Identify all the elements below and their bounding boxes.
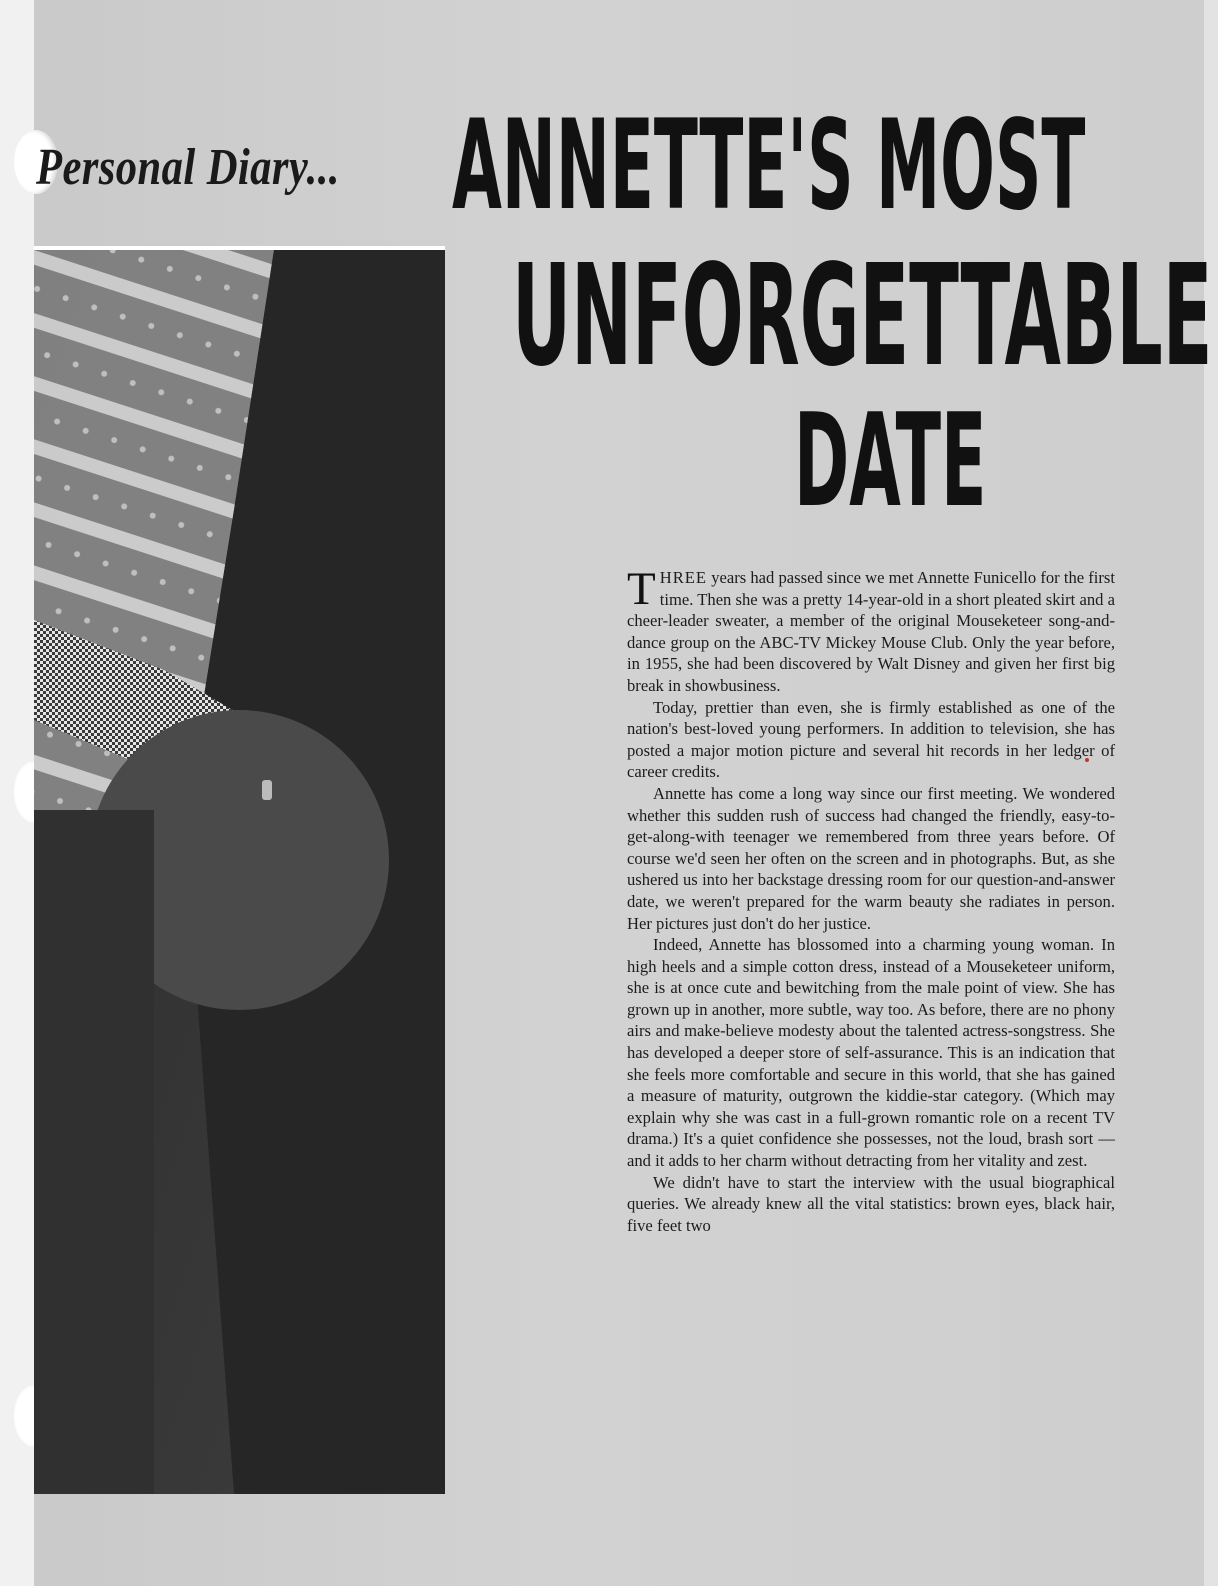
article-photo xyxy=(34,246,445,1494)
photo-illustration xyxy=(34,250,445,1494)
article-paragraph: We didn't have to start the interview with the usual biographical queries. We already knew all the vital statistics: brown eyes, black hair, five feet two xyxy=(627,1172,1115,1235)
headline-line-3: DATE xyxy=(794,387,987,536)
headline-line-2: UNFORGETTABLE xyxy=(512,235,1213,398)
article-paragraph xyxy=(627,563,1115,697)
drop-cap: T xyxy=(627,563,656,615)
lead-paragraph-text: years had passed since we met Annette Funicello for the first time. Then she was a pretty 14-year-old in a short pleated skirt and a cheer-leader sweater, a member of the original Mouseketeer song-and-dance group on the ABC-TV Mickey Mouse Club. Only the year before, in 1955, she had been discovered by Walt Disney and given her first big break in showbusiness. xyxy=(627,568,1115,695)
lead-word: HREE xyxy=(659,568,708,587)
article-paragraph: Annette has come a long way since our first meeting. We wondered whether this sudden rush of success had changed the friendly, easy-to-get-along-with teenager we remembered from three years before. Of course we'd seen her often on the screen and in photographs. But, as she ushered us into her backstage dressing room for our question-and-answer date, we weren't prepared for the warm beauty she radiates in person. Her pictures just don't do her justice. xyxy=(627,783,1115,933)
article-paragraph: Today, prettier than even, she is firmly established as one of the nation's best-loved young performers. In addition to television, she has posted a major motion picture and several hit records in her ledger of career credits. xyxy=(627,697,1115,782)
article-body xyxy=(627,563,1115,1236)
kicker-text: Personal Diary... xyxy=(36,139,340,196)
article-paragraph: Indeed, Annette has blossomed into a charming young woman. In high heels and a simple cotton dress, instead of a Mouseketeer uniform, she is at once cute and bewitching from the male point of view. She has grown up in another, more subtle, way too. As before, there are no phony airs and make-believe modesty about the talented actress-songstress. She has developed a deeper store of self-assurance. This is an indication that she feels more comfortable and secure in this world, that she has gained a measure of maturity, outgrown the kiddie-star category. (Which may explain why she was cast in a full-grown romantic role on a recent TV drama.) It's a quiet confidence she possesses, not the loud, brash sort — and it adds to her charm without detracting from her vitality and zest. xyxy=(627,935,1115,1171)
headline-line-1: ANNETTE'S MOST xyxy=(452,94,1086,238)
